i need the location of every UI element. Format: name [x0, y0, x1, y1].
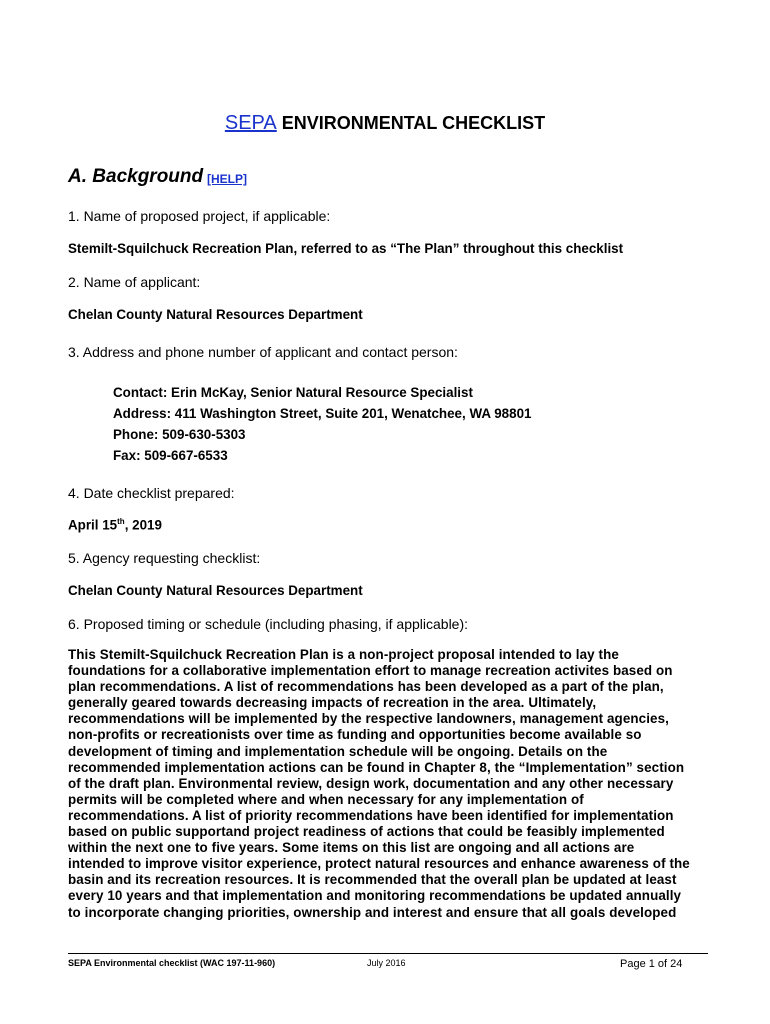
question-1: 1. Name of proposed project, if applicable: — [68, 208, 331, 224]
para-line: development of timing and implementation schedule will be ongoing. Details on the — [68, 743, 608, 759]
sepa-link[interactable]: SEPA — [224, 112, 277, 134]
contact-fax: Fax: 509-667-6533 — [113, 448, 228, 463]
para-line: This Stemilt-Squilchuck Recreation Plan is a non-project proposal intended to lay the — [68, 647, 619, 662]
date-suffix: th — [117, 517, 125, 526]
footer-form-name: SEPA Environmental checklist (WAC 197-11-960) — [68, 958, 276, 968]
footer-divider — [68, 953, 708, 954]
para-line: recommended implementation actions can be found in Chapter 8, the “Implementation” section — [68, 759, 685, 775]
para-line: basin and its recreation resources. It is recommended that the overall plan be updated at least — [68, 872, 677, 888]
question-4: 4. Date checklist prepared: — [68, 485, 235, 501]
timing-paragraph — [68, 647, 708, 921]
section-heading: A. Background — [68, 166, 204, 187]
answer-1: Stemilt-Squilchuck Recreation Plan, referred to as “The Plan” throughout this checklist — [68, 241, 624, 256]
contact-address: Address: 411 Washington Street, Suite 201, Wenatchee, WA 98801 — [113, 406, 532, 421]
date-text: April 15 — [68, 517, 118, 533]
question-2: 2. Name of applicant: — [68, 274, 201, 290]
date-year: , 2019 — [124, 517, 162, 533]
contact-block — [113, 382, 531, 466]
question-6: 6. Proposed timing or schedule (including phasing, if applicable): — [68, 616, 469, 632]
question-3: 3. Address and phone number of applicant and contact person: — [68, 344, 458, 360]
para-line: non-profits or recreationists over time as funding and opportunities become available so — [68, 727, 642, 743]
para-line: recommendations. A list of priority recommendations have been identified for implementation — [68, 807, 674, 823]
footer-date: July 2016 — [367, 958, 406, 968]
para-line: within the next one to five years. Some items on this list are ongoing and all actions are — [68, 840, 635, 856]
para-line: of the draft plan. Environmental review, design work, documentation and any other necessary — [68, 775, 674, 791]
answer-4 — [68, 517, 162, 532]
para-line: plan recommendations. A list of recommendations has been developed as a part of the plan, — [68, 679, 664, 695]
para-line: intended to improve visitor experience, protect natural resources and enhance awareness of the — [68, 856, 690, 872]
page-title — [0, 112, 770, 135]
contact-name: Contact: Erin McKay, Senior Natural Resource Specialist — [113, 385, 473, 400]
para-line: permits will be completed where and when necessary for any implementation of — [68, 791, 584, 807]
para-line: based on public supportand project readiness of actions that could be feasibly implemented — [68, 824, 665, 840]
contact-phone: Phone: 509-630-5303 — [113, 427, 246, 442]
question-5: 5. Agency requesting checklist: — [68, 550, 261, 566]
para-line: recommendations will be implemented by the respective landowners, management agencies, — [68, 711, 669, 727]
footer-page-number: Page 1 of 24 — [620, 958, 683, 970]
help-link[interactable]: [HELP] — [207, 172, 247, 186]
para-line: foundations for a collaborative implementation effort to manage recreation activites based on — [68, 663, 673, 679]
para-line: to incorporate changing priorities, ownership and interest and ensure that all goals developed — [68, 904, 677, 920]
title-text: ENVIRONMENTAL CHECKLIST — [281, 113, 546, 133]
answer-2: Chelan County Natural Resources Department — [68, 307, 363, 322]
answer-5: Chelan County Natural Resources Department — [68, 583, 363, 598]
para-line: generally geared towards decreasing impacts of recreation in the area. Ultimately, — [68, 695, 597, 711]
para-line: every 10 years and that implementation and monitoring recommendations be updated annually — [68, 888, 682, 904]
